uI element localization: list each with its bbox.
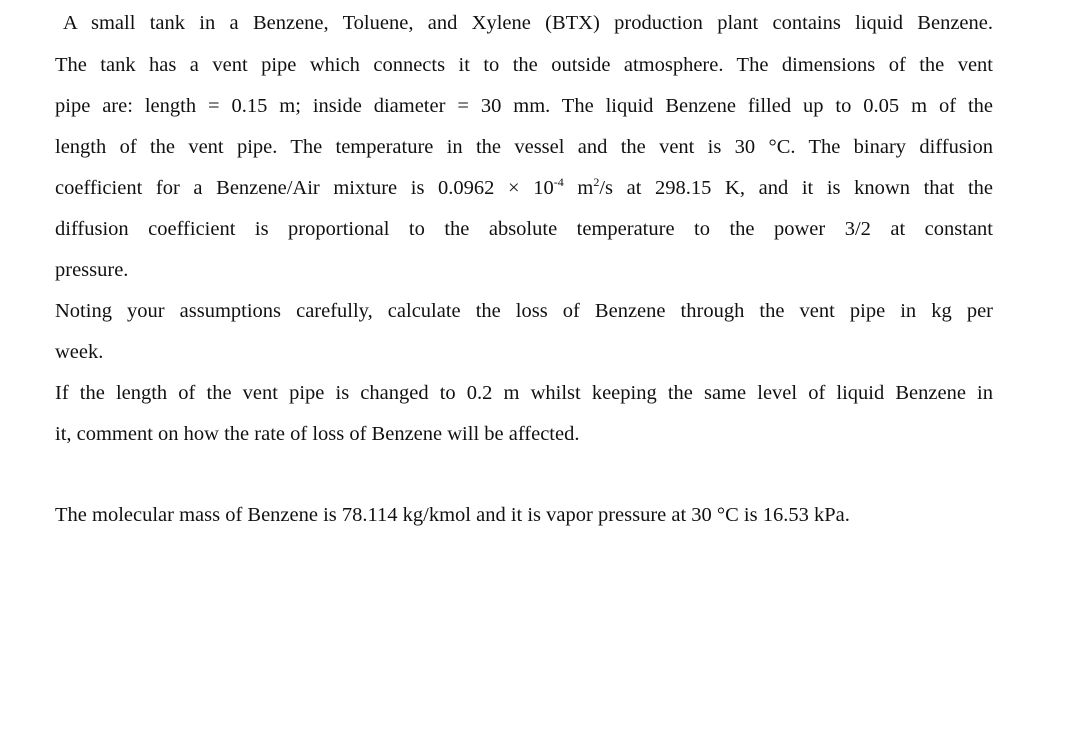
question-text-line: week. — [55, 341, 104, 363]
problem-text-line: diffusion coefficient is proportional to the absolute temperature to the power 3/2 at constant — [55, 218, 993, 240]
problem-text-line: pressure. — [55, 259, 129, 281]
text-segment: coefficient for a Benzene/Air mixture is 0.0962 × 10 — [55, 177, 554, 199]
text-segment: m — [563, 177, 594, 199]
given-data-line: The molecular mass of Benzene is 78.114 kg/kmol and it is vapor pressure at 30 °C is 16.53 kPa. — [55, 504, 850, 526]
problem-text-line: The tank has a vent pipe which connects it to the outside atmosphere. The dimensions of the vent — [55, 54, 993, 76]
question-text-line: Noting your assumptions carefully, calculate the loss of Benzene through the vent pipe in kg per — [55, 300, 993, 322]
question-text-line: If the length of the vent pipe is changed to 0.2 m whilst keeping the same level of liquid Benzene in — [55, 382, 993, 404]
question-text-line: it, comment on how the rate of loss of Benzene will be affected. — [55, 423, 580, 445]
problem-text-line: pipe are: length = 0.15 m; inside diameter = 30 mm. The liquid Benzene filled up to 0.05 m of the — [55, 95, 993, 117]
text-segment: /s at 298.15 K, and it is known that the — [599, 177, 993, 199]
exponent: 2 — [593, 175, 600, 189]
exponent: -4 — [553, 175, 564, 189]
problem-text-line: A small tank in a Benzene, Toluene, and Xylene (BTX) production plant contains liquid Benzene. — [63, 12, 993, 34]
problem-text-line: length of the vent pipe. The temperature in the vessel and the vent is 30 °C. The binary diffusion — [55, 136, 993, 158]
problem-text-line — [55, 175, 993, 201]
